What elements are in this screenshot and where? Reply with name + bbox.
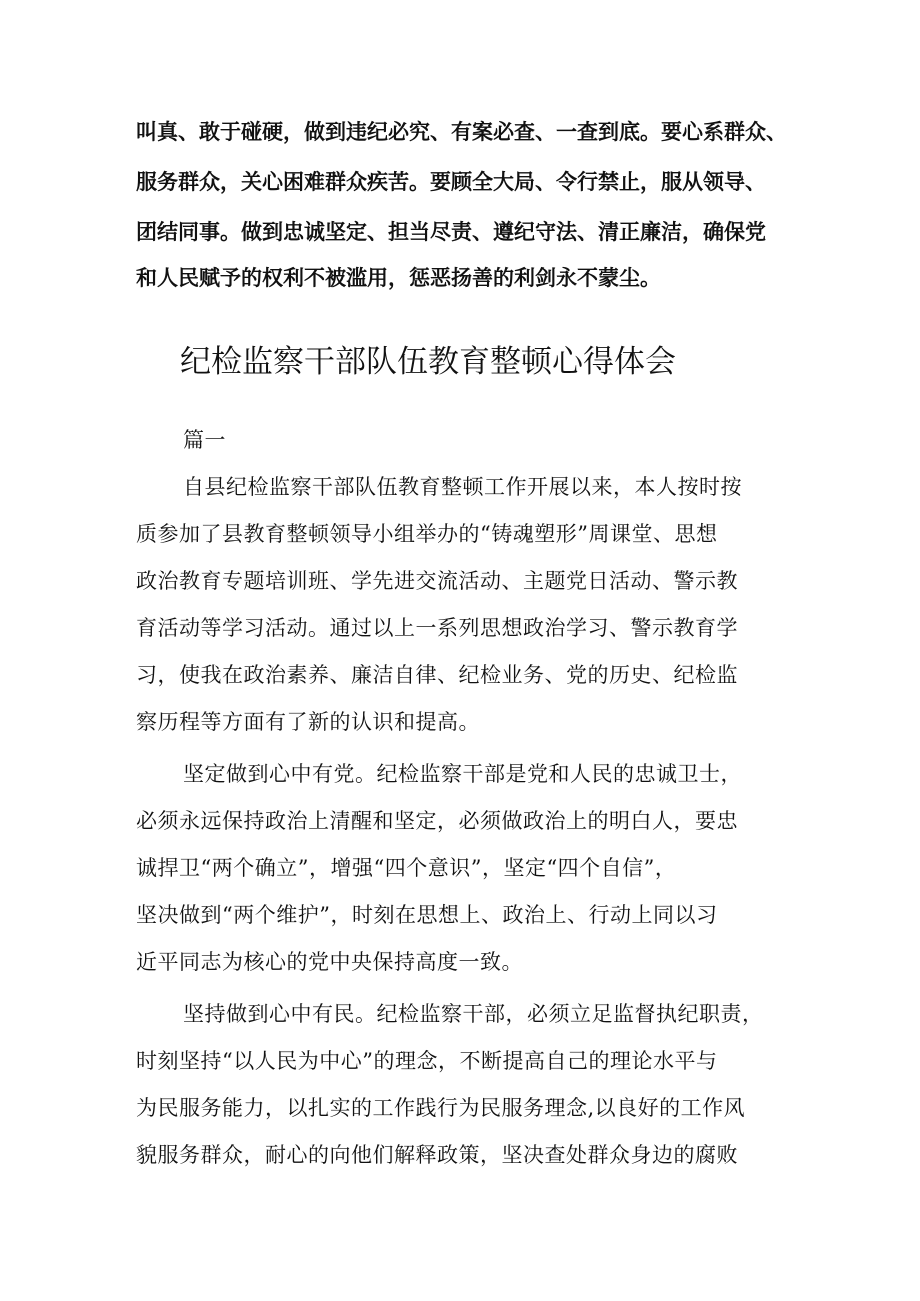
paragraph-1-line-6: 察历程等方面有了新的认识和提高。 <box>136 710 480 734</box>
paragraph-2-line-4: 坚决做到“两个维护”，时刻在思想上、政治上、行动上同以习 <box>136 903 718 927</box>
top-paragraph-line-2: 服务群众，关心困难群众疾苦。要顾全大局、令行禁止，服从领导、 <box>136 170 766 194</box>
section-label: 篇一 <box>183 428 226 452</box>
paragraph-1-line-2: 质参加了县教育整顿领导小组举办的“铸魂塑形”周课堂、思想 <box>136 522 718 546</box>
paragraph-1-line-1: 自县纪检监察干部队伍教育整顿工作开展以来，本人按时按 <box>183 475 742 499</box>
paragraph-3-line-4: 貌服务群众，耐心的向他们解释政策，坚决查处群众身边的腐败 <box>136 1143 738 1167</box>
paragraph-2-line-2: 必须永远保持政治上清醒和坚定，必须做政治上的明白人，要忠 <box>136 809 738 833</box>
paragraph-1-line-4: 育活动等学习活动。通过以上一系列思想政治学习、警示教育学 <box>136 616 738 640</box>
top-paragraph-line-4: 和人民赋予的权利不被滥用，惩恶扬善的利剑永不蒙尘。 <box>136 266 661 290</box>
paragraph-2-line-5: 近平同志为核心的党中央保持高度一致。 <box>136 950 523 974</box>
paragraph-1-line-3: 政治教育专题培训班、学先进交流活动、主题党日活动、警示教 <box>136 569 738 593</box>
top-paragraph-line-1: 叫真、敢于碰硬，做到违纪必究、有案必查、一查到底。要心系群众、 <box>136 120 787 144</box>
paragraph-3-line-2: 时刻坚持“以人民为中心”的理念，不断提高自己的理论水平与 <box>136 1049 718 1073</box>
paragraph-3-line-3: 为民服务能力，以扎实的工作践行为民服务理念,以良好的工作风 <box>136 1096 746 1120</box>
paragraph-2-line-3: 诚捍卫“两个确立”，增强“四个意识”，坚定“四个自信”， <box>136 856 677 880</box>
paragraph-1-line-5: 习，使我在政治素养、廉洁自律、纪检业务、党的历史、纪检监 <box>136 663 738 687</box>
top-paragraph-line-3: 团结同事。做到忠诚坚定、担当尽责、遵纪守法、清正廉洁，确保党 <box>136 220 766 244</box>
paragraph-3-line-1: 坚持做到心中有民。纪检监察干部，必须立足监督执纪职责， <box>183 1002 764 1026</box>
paragraph-2-line-1: 坚定做到心中有党。纪检监察干部是党和人民的忠诚卫士， <box>183 762 742 786</box>
document-title: 纪检监察干部队伍教育整顿心得体会 <box>180 344 676 380</box>
